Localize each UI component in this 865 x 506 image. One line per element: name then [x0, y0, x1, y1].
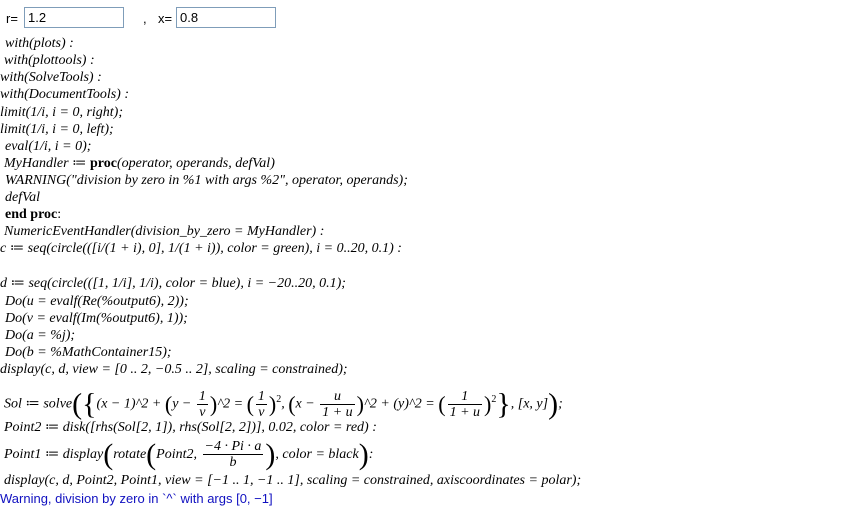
point1-lhs: Point1 ≔ display	[4, 447, 104, 462]
sol-close-paren: )	[548, 387, 559, 421]
proc-params: (operator, operands, defVal)	[116, 156, 275, 171]
code-line-do-v[interactable]: Do(v = evalf(Im(%output6), 1));	[5, 311, 188, 326]
point1-close-outer: )	[358, 437, 369, 471]
code-line-point2[interactable]: Point2 ≔ disk([rhs(Sol[2, 1]), rhs(Sol[2, 2])], 0.02, color = red) :	[4, 420, 377, 435]
point1-rotate: rotate	[113, 447, 147, 462]
sol-square-1: 2	[276, 394, 282, 405]
point1-open-outer: (	[103, 437, 114, 471]
code-line-with-solvetools[interactable]: with(SolveTools) :	[0, 70, 102, 85]
code-line-end-proc[interactable]	[5, 206, 61, 223]
sol-rhs2-close: )	[484, 391, 492, 417]
code-line-display-2[interactable]: display(c, d, Point2, Point1, view = [−1 .. 1, −1 .. 1], scaling = constrained, axiscoordinates = polar);	[4, 473, 582, 488]
sol-term6: ^2 + (y)^2 =	[364, 396, 439, 412]
point1-rest: , color = black	[275, 447, 359, 462]
r-label: r=	[6, 11, 18, 26]
sol-open-brace: {	[82, 387, 97, 421]
warning-output: Warning, division by zero in `^` with args [0, −1]	[0, 491, 273, 506]
sol-comma: ,	[281, 396, 289, 412]
sol-frac-u: $\frac{u}{1 + u}$	[322, 388, 353, 420]
point1-end: :	[368, 447, 374, 462]
code-line-do-b[interactable]: Do(b = %MathContainer15);	[5, 345, 172, 360]
sol-frac-1-v-rhs: $\frac{1}{v}$	[257, 388, 265, 420]
r-input[interactable]	[24, 7, 124, 28]
sol-term5: x −	[295, 396, 319, 412]
code-line-with-plots[interactable]: with(plots) :	[5, 36, 74, 51]
sol-rhs2-open: (	[438, 391, 446, 417]
proc-keyword: proc	[90, 156, 117, 171]
sol-end: ;	[558, 396, 563, 412]
sol-x-open: (	[288, 391, 296, 417]
sol-rhs1-open: (	[246, 391, 254, 417]
x-input[interactable]	[176, 7, 276, 28]
code-line-eval[interactable]: eval(1/i, i = 0);	[5, 139, 92, 154]
code-line-with-plottools[interactable]: with(plottools) :	[4, 53, 95, 68]
sol-term2: y −	[172, 396, 195, 412]
end-proc-colon: :	[57, 207, 62, 222]
code-line-do-a[interactable]: Do(a = %j);	[5, 328, 76, 343]
code-line-d-seq[interactable]: d ≔ seq(circle(([1, 1/i], 1/i), color = blue), i = −20..20, 0.1);	[0, 276, 346, 291]
separator-comma: ,	[143, 11, 147, 26]
x-label: x=	[158, 11, 173, 26]
sol-x-close: )	[356, 391, 364, 417]
sol-rhs1-close: )	[268, 391, 277, 417]
sol-y-close: )	[209, 391, 218, 417]
point1-angle-frac: $\frac{-4 \cdot Pi \cdot a}{b}$	[204, 439, 262, 471]
sol-lhs: Sol ≔ solve	[4, 396, 73, 412]
sol-vars: , [x, y]	[510, 396, 549, 412]
code-line-limit-right[interactable]: limit(1/i, i = 0, right);	[0, 105, 123, 120]
sol-term3: ^2 =	[217, 396, 247, 412]
point1-open-inner: (	[146, 437, 157, 471]
sol-term1: (x − 1)^2 +	[96, 396, 165, 412]
code-line-do-u[interactable]: Do(u = evalf(Re(%output6), 2));	[5, 294, 189, 309]
code-line-myhandler[interactable]	[4, 155, 275, 172]
myhandler-assign: MyHandler ≔	[4, 156, 91, 171]
code-line-numeric-event-handler[interactable]: NumericEventHandler(division_by_zero = MyHandler) :	[4, 224, 325, 239]
code-line-c-seq[interactable]: c ≔ seq(circle(([i/(1 + i), 0], 1/(1 + i)), color = green), i = 0..20, 0.1) :	[0, 241, 402, 256]
sol-close-brace: }	[496, 387, 511, 421]
code-line-limit-left[interactable]: limit(1/i, i = 0, left);	[0, 122, 114, 137]
sol-open-paren: (	[72, 387, 83, 421]
code-line-display-1[interactable]: display(c, d, view = [0 .. 2, −0.5 .. 2], scaling = constrained);	[0, 362, 348, 377]
sol-square-2: 2	[491, 394, 497, 405]
code-line-with-documenttools[interactable]: with(DocumentTools) :	[0, 87, 129, 102]
sol-y-open: (	[164, 391, 173, 417]
point1-close-inner: )	[265, 437, 276, 471]
sol-frac-1-1pu: $\frac{1}{1 + u}$	[449, 388, 481, 420]
end-proc-keyword: end proc	[5, 207, 58, 222]
sol-frac-1-v: $\frac{1}{v}$	[198, 388, 206, 420]
point1-arg: Point2,	[156, 447, 201, 462]
code-line-defval[interactable]: defVal	[5, 190, 40, 205]
code-line-warning[interactable]: WARNING("division by zero in %1 with args %2", operator, operands);	[5, 173, 408, 188]
code-line-point1[interactable]	[4, 437, 373, 473]
